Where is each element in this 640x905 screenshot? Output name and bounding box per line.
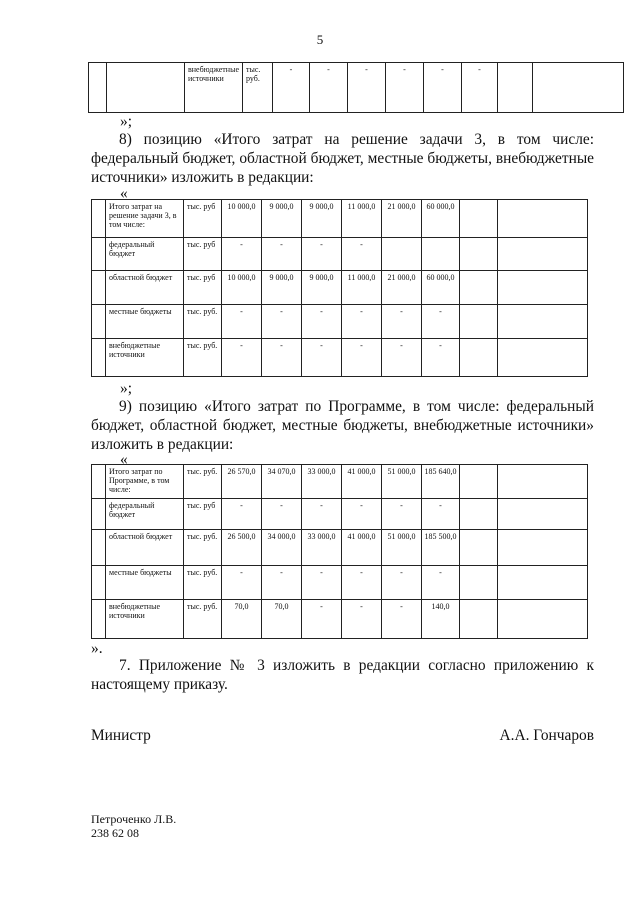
value-cell: -	[382, 339, 422, 377]
value-cell: -	[302, 238, 342, 271]
table-cell	[498, 339, 588, 377]
table-cell	[460, 566, 498, 600]
value-cell	[422, 238, 460, 271]
program-rows	[92, 465, 588, 639]
unit-cell: тыс. руб.	[184, 305, 222, 339]
table-row	[89, 63, 624, 113]
value-cell: -	[342, 566, 382, 600]
value-cell: -	[342, 339, 382, 377]
task3-table	[91, 199, 588, 377]
value-cell: 10 000,0	[222, 200, 262, 238]
table-cell	[107, 63, 185, 113]
value-cell: -	[382, 499, 422, 530]
task3-rows	[92, 200, 588, 377]
unit-cell: тыс. руб.	[243, 63, 273, 113]
table-row	[92, 339, 588, 377]
value-cell: -	[222, 238, 262, 271]
signature-name: А.А. Гончаров	[499, 727, 594, 744]
value-cell: -	[422, 305, 460, 339]
value-cell: -	[422, 499, 460, 530]
row-label: федеральный бюджет	[106, 499, 184, 530]
table-cell	[92, 566, 106, 600]
value-cell: 185 640,0	[422, 465, 460, 499]
value-cell: -	[302, 600, 342, 639]
table-cell	[460, 200, 498, 238]
value-cell: 21 000,0	[382, 200, 422, 238]
table-cell	[92, 339, 106, 377]
unit-cell: тыс. руб	[184, 238, 222, 271]
value-cell: -	[302, 499, 342, 530]
row-label: внебюджетные источники	[106, 600, 184, 639]
table-cell	[498, 63, 533, 113]
table-cell	[92, 200, 106, 238]
unit-cell: тыс. руб.	[184, 339, 222, 377]
table-cell	[460, 238, 498, 271]
value-cell: -	[262, 305, 302, 339]
value-cell: -	[262, 499, 302, 530]
row-label: Итого затрат на решение задачи 3, в том числе:	[106, 200, 184, 238]
table-cell	[460, 305, 498, 339]
value-cell: -	[422, 339, 460, 377]
executor-phone: 238 62 08	[91, 826, 139, 840]
paragraph-item-9: 9) позицию «Итого затрат по Программе, в том числе: федеральный бюджет, областной бюджет, местные бюджеты, внебюджетные источники» изложить в редакции:	[91, 398, 594, 453]
table-row	[92, 238, 588, 271]
table-cell	[92, 238, 106, 271]
value-cell: 9 000,0	[302, 200, 342, 238]
signature-title: Министр	[91, 727, 151, 744]
value-cell: 10 000,0	[222, 271, 262, 305]
opening-quote: «	[120, 185, 128, 202]
row-label: внебюджетные источники	[185, 63, 243, 113]
table-cell	[92, 600, 106, 639]
table-row	[92, 200, 588, 238]
table-cell	[92, 305, 106, 339]
value-cell: -	[302, 566, 342, 600]
value-cell: -	[222, 566, 262, 600]
value-cell: -	[382, 600, 422, 639]
value-cell: 33 000,0	[302, 530, 342, 566]
table-cell	[92, 465, 106, 499]
value-cell: -	[422, 566, 460, 600]
value-cell: -	[262, 339, 302, 377]
table-cell	[460, 499, 498, 530]
value-cell: 26 500,0	[222, 530, 262, 566]
paragraph-item-7: 7. Приложение № 3 изложить в редакции согласно приложению к настоящему приказу.	[91, 657, 594, 693]
table-cell	[498, 566, 588, 600]
row-label: местные бюджеты	[106, 566, 184, 600]
table-cell	[92, 271, 106, 305]
unit-cell: тыс. руб.	[184, 465, 222, 499]
table-cell	[460, 600, 498, 639]
table-row	[92, 499, 588, 530]
row-label: Итого затрат по Программе, в том числе:	[106, 465, 184, 499]
value-cell: -	[262, 238, 302, 271]
table-cell	[533, 63, 624, 113]
closing-quote: ».	[91, 640, 103, 657]
value-cell: -	[342, 238, 382, 271]
value-cell: 34 000,0	[262, 530, 302, 566]
table-cell	[498, 238, 588, 271]
table-row	[92, 600, 588, 639]
table-cell	[498, 465, 588, 499]
row-label: местные бюджеты	[106, 305, 184, 339]
value-cell: -	[424, 63, 462, 113]
closing-quote: »;	[120, 113, 132, 130]
unit-cell: тыс. руб	[184, 271, 222, 305]
value-cell: 185 500,0	[422, 530, 460, 566]
value-cell: -	[342, 305, 382, 339]
table-cell	[92, 499, 106, 530]
table-cell	[498, 530, 588, 566]
table-row	[92, 465, 588, 499]
value-cell: -	[222, 499, 262, 530]
value-cell: -	[262, 566, 302, 600]
value-cell: 11 000,0	[342, 200, 382, 238]
value-cell: 9 000,0	[262, 271, 302, 305]
table-row	[92, 271, 588, 305]
row-label: внебюджетные источники	[106, 339, 184, 377]
value-cell: 41 000,0	[342, 465, 382, 499]
value-cell: -	[382, 305, 422, 339]
value-cell: 21 000,0	[382, 271, 422, 305]
program-table	[91, 464, 588, 639]
value-cell: 9 000,0	[302, 271, 342, 305]
value-cell: -	[302, 339, 342, 377]
executor-name: Петроченко Л.В.	[91, 812, 177, 826]
value-cell: -	[342, 499, 382, 530]
opening-quote: «	[120, 451, 128, 468]
value-cell: 26 570,0	[222, 465, 262, 499]
value-cell: -	[382, 566, 422, 600]
value-cell: 60 000,0	[422, 271, 460, 305]
table-cell	[498, 305, 588, 339]
table-cell	[460, 530, 498, 566]
unit-cell: тыс. руб.	[184, 530, 222, 566]
value-cell: -	[462, 63, 498, 113]
value-cell: -	[302, 305, 342, 339]
table-row	[92, 305, 588, 339]
unit-cell: тыс. руб.	[184, 566, 222, 600]
value-cell: 140,0	[422, 600, 460, 639]
value-cell: 70,0	[222, 600, 262, 639]
top-table	[88, 62, 624, 113]
value-cell: -	[273, 63, 310, 113]
value-cell	[382, 238, 422, 271]
value-cell: 33 000,0	[302, 465, 342, 499]
paragraph-item-8: 8) позицию «Итого затрат на решение задачи 3, в том числе: федеральный бюджет, областной бюджет, местные бюджеты, внебюджетные источники» изложить в редакции:	[91, 131, 594, 186]
value-cell: -	[386, 63, 424, 113]
row-label: федеральный бюджет	[106, 238, 184, 271]
row-label: областной бюджет	[106, 530, 184, 566]
table-cell	[460, 465, 498, 499]
value-cell: 51 000,0	[382, 530, 422, 566]
page-number: 5	[316, 32, 324, 47]
value-cell: 41 000,0	[342, 530, 382, 566]
table-cell	[498, 200, 588, 238]
unit-cell: тыс. руб.	[184, 600, 222, 639]
row-label: областной бюджет	[106, 271, 184, 305]
table-row	[92, 566, 588, 600]
value-cell: -	[222, 305, 262, 339]
table-cell	[89, 63, 107, 113]
table-row	[92, 530, 588, 566]
table-cell	[498, 499, 588, 530]
value-cell: 70,0	[262, 600, 302, 639]
unit-cell: тыс. руб	[184, 499, 222, 530]
table-cell	[498, 271, 588, 305]
table-cell	[460, 339, 498, 377]
value-cell: -	[342, 600, 382, 639]
value-cell: 34 070,0	[262, 465, 302, 499]
table-cell	[460, 271, 498, 305]
value-cell: 11 000,0	[342, 271, 382, 305]
table-cell	[92, 530, 106, 566]
value-cell: 60 000,0	[422, 200, 460, 238]
value-cell: 51 000,0	[382, 465, 422, 499]
table-cell	[498, 600, 588, 639]
value-cell: -	[222, 339, 262, 377]
unit-cell: тыс. руб	[184, 200, 222, 238]
value-cell: -	[348, 63, 386, 113]
value-cell: -	[310, 63, 348, 113]
closing-quote: »;	[120, 380, 132, 397]
value-cell: 9 000,0	[262, 200, 302, 238]
